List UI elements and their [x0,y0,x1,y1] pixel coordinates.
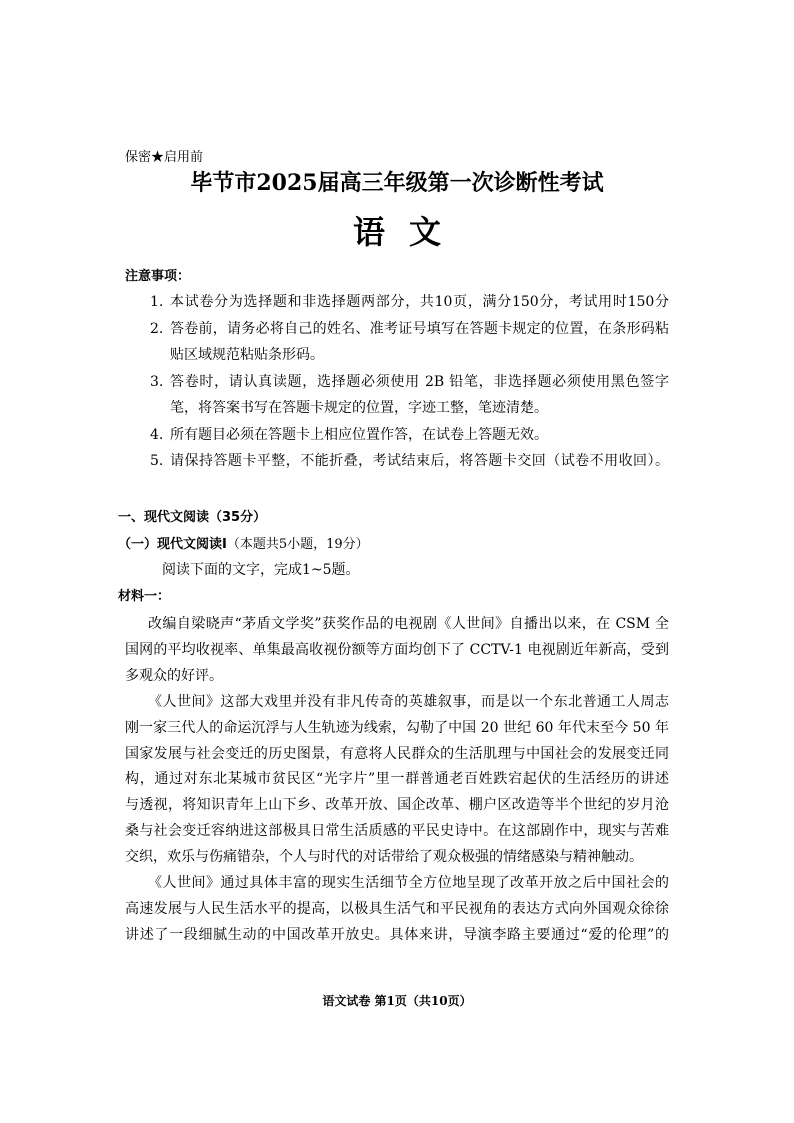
notice-item-text: 答卷前，请务必将自己的姓名、准考证号填写在答题卡规定的位置，在条形码粘 [170,320,669,337]
sub-heading-title: （一）现代文阅读Ⅰ [118,537,227,552]
notice-item-number: 5. [150,453,164,469]
paragraph-line: 交织，欢乐与伤痛错杂，个人与时代的对话带给了观众极强的情绪感染与精神触动。 [125,849,643,866]
paragraph-line: 桑与社会变迁容纳进这部极具日常生活质感的平民史诗中。在这部剧作中，现实与苦难 [125,823,669,840]
notice-item-number: 3. [150,373,164,390]
notice-heading: 注意事项： [125,269,191,284]
paragraph-line: 与透视，将知识青年上山下乡、改革开放、国企改革、棚户区改造等半个世纪的岁月沧 [125,797,669,814]
paragraph-line: 国家发展与社会变迁的历史图景，有意将人民群众的生活肌理与中国社会的发展变迁同 [125,745,669,762]
notice-item-text: 本试卷分为选择题和非选择题两部分，共10页，满分150分，考试用时150分 [170,294,669,310]
paragraph-line: 《人世间》这部大戏里并没有非凡传奇的英雄叙事，而是以一个东北普通工人周志 [148,693,669,710]
sub-heading [118,535,369,554]
material-label: 材料一： [118,589,171,604]
notice-item-text: 贴区域规范粘贴条形码。 [170,347,324,363]
notice-item-number: 2. [150,320,164,337]
paragraph-line: 构，通过对东北某城市贫民区“光字片”里一群普通老百姓跌宕起伏的生活经历的讲述 [125,771,669,788]
paragraph-line: 改编自梁晓声“茅盾文学奖”获奖作品的电视剧《人世间》自播出以来，在 CSM 全 [148,616,669,632]
notice-item-number: 1. [150,294,164,310]
notice-item-text: 答卷时，请认真读题，选择题必须使用 2B 铅笔，非选择题必须使用黑色签字 [170,373,669,390]
subject-title: 语文 [352,213,465,251]
notice-item-text: 笔，将答案书写在答题卡规定的位置，字迹工整，笔迹清楚。 [170,400,548,416]
notice-item-text: 请保持答题卡平整，不能折叠，考试结束后，将答题卡交回（试卷不用收回）。 [170,453,669,469]
page-footer: 语文试卷 第1页（共10页） [322,994,472,1008]
notice-item-number: 4. [150,426,164,443]
notice-item-text: 所有题目必须在答题卡上相应位置作答，在试卷上答题无效。 [170,426,548,443]
paragraph-line: 高速发展与人民生活水平的提高，以极具生活气和平民视角的表达方式向外国观众徐徐 [125,900,669,917]
instruction: 阅读下面的文字，完成1~5题。 [162,562,360,578]
exam-title: 毕节市2025届高三年级第一次诊断性考试 [190,170,604,196]
sub-heading-note: （本题共5小题，19分） [226,537,369,552]
section-heading: 一、现代文阅读（35分） [118,510,267,525]
paragraph-line: 刚一家三代人的命运沉浮与人生轨迹为线索，勾勒了中国 20 世纪 60 年代末至今 50 年 [125,719,669,736]
paragraph-line: 国网的平均收视率、单集最高收视份额等方面均创下了 CCTV-1 电视剧近年新高，受到 [125,641,669,658]
paragraph-line: 多观众的好评。 [125,667,223,684]
paragraph-line: 《人世间》通过具体丰富的现实生活细节全方位地呈现了改革开放之后中国社会的 [148,875,669,891]
confidential-label: 保密★启用前 [125,150,204,165]
paragraph-line: 讲述了一段细腻生动的中国改革开放史。具体来讲，导演李路主要通过“爱的伦理”的 [125,926,669,943]
